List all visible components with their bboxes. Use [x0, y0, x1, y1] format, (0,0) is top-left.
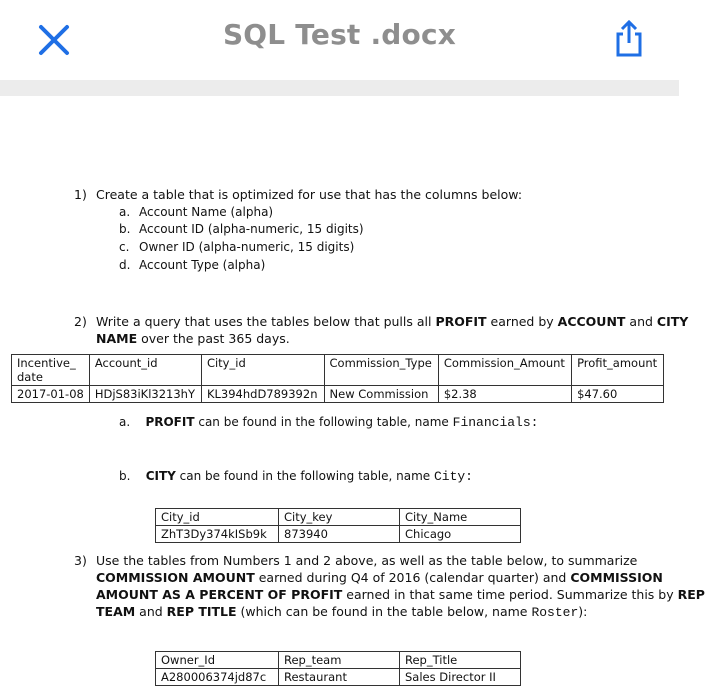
q1-item-text: Account Name (alpha): [139, 205, 274, 219]
q2-text: over the past 365 days.: [137, 331, 290, 346]
table-name-code: Roster: [531, 605, 579, 620]
q3-line-1: Use the tables from Numbers 1 and 2 above, as well as the table below, to summarize: [96, 553, 638, 568]
q3-bold: COMMISSION: [570, 570, 663, 585]
q3-number: 3): [74, 553, 87, 568]
q2-number: 2): [74, 314, 87, 329]
table-cell: HDjS83iKl3213hY: [89, 386, 201, 403]
table-cell: New Commission: [324, 386, 438, 403]
q1-text: Create a table that is optimized for use that has the columns below:: [96, 187, 523, 202]
city-table: [155, 508, 521, 543]
table-cell: $2.38: [438, 386, 571, 403]
q2-line-1: [96, 313, 688, 330]
top-bar: [0, 0, 679, 80]
table-row: [156, 669, 521, 686]
table-name-code: Financials:: [452, 415, 539, 430]
q2-sub-b: [119, 469, 473, 484]
table-name-code: City:: [433, 469, 473, 484]
q1-item-marker: d.: [119, 258, 131, 272]
q2-bold-account: ACCOUNT: [557, 314, 626, 329]
q1-item-text: Owner ID (alpha-numeric, 15 digits): [139, 240, 355, 254]
table-row: [156, 526, 521, 543]
table-row: [12, 386, 664, 403]
sub-text: can be found in the following table, name: [175, 469, 434, 483]
table-header-cell: Commission_Type: [324, 355, 438, 386]
q1-number: 1): [74, 187, 87, 202]
q3-text: earned in that same time period. Summarize this by: [342, 587, 678, 602]
q3-bold: REP TITLE: [166, 604, 237, 619]
q2-text: and: [625, 314, 657, 329]
q3-text: (which can be found in the table below, name: [236, 604, 532, 619]
header-text: Incentive_: [17, 356, 76, 370]
q3-line-2: [96, 569, 663, 586]
document-title: SQL Test .docx: [222, 18, 457, 51]
q2-bold-name: NAME: [96, 331, 138, 346]
table-cell: KL394hdD789392n: [201, 386, 324, 403]
table-header-cell: City_id: [201, 355, 324, 386]
sub-bold: PROFIT: [145, 415, 195, 429]
sub-bold: CITY: [145, 469, 176, 483]
roster-table: [155, 651, 521, 686]
table-header-cell: Rep_team: [279, 652, 400, 669]
share-button[interactable]: [611, 18, 647, 58]
q3-bold: TEAM: [96, 604, 136, 619]
table-header-cell: [12, 355, 90, 386]
table-cell: 873940: [279, 526, 400, 543]
q1-item-marker: b.: [119, 222, 131, 236]
q3-line-4: [96, 603, 587, 621]
q1-item-text: Account ID (alpha-numeric, 15 digits): [139, 222, 364, 236]
q2-bold-profit: PROFIT: [435, 314, 487, 329]
document-page: [0, 96, 705, 700]
q2-text: earned by: [486, 314, 558, 329]
q3-text: earned during Q4 of 2016 (calendar quarter) and: [254, 570, 571, 585]
q3-bold: COMMISSION AMOUNT: [96, 570, 255, 585]
table-cell: 2017-01-08: [12, 386, 90, 403]
table-cell: Sales Director II: [400, 669, 521, 686]
sub-text: can be found in the following table, name: [194, 415, 453, 429]
table-header-row: [156, 652, 521, 669]
table-header-cell: Commission_Amount: [438, 355, 571, 386]
header-text: date: [17, 370, 43, 384]
toolbar-divider: [0, 80, 679, 96]
q1-item-text: Account Type (alpha): [139, 258, 266, 272]
table-header-cell: Account_id: [89, 355, 201, 386]
table-cell: Restaurant: [279, 669, 400, 686]
q3-bold: REP: [677, 587, 705, 602]
sub-marker: a.: [119, 415, 131, 429]
q1-item-marker: a.: [119, 205, 131, 219]
table-header-cell: City_id: [156, 509, 279, 526]
q2-sub-a: [119, 415, 538, 430]
table-header-row: [156, 509, 521, 526]
table-cell: ZhT3Dy374kISb9k: [156, 526, 279, 543]
table-header-cell: Rep_Title: [400, 652, 521, 669]
q2-text: Write a query that uses the tables below that pulls all: [96, 314, 436, 329]
table-cell: Chicago: [400, 526, 521, 543]
q3-line-3: [96, 586, 705, 603]
table-header-cell: City_key: [279, 509, 400, 526]
table-header-cell: Profit_amount: [572, 355, 664, 386]
q3-text: ):: [578, 604, 588, 619]
q2-bold-city: CITY: [656, 314, 689, 329]
table-cell: $47.60: [572, 386, 664, 403]
table-header-row: [12, 355, 664, 386]
financials-table: [11, 354, 664, 403]
sub-marker: b.: [119, 469, 131, 483]
q2-line-2: [96, 330, 290, 347]
table-header-cell: City_Name: [400, 509, 521, 526]
q3-bold: AMOUNT AS A PERCENT OF PROFIT: [96, 587, 343, 602]
q1-item-marker: c.: [119, 240, 130, 254]
table-cell: A280006374jd87c: [156, 669, 279, 686]
q3-text: and: [135, 604, 167, 619]
share-icon: [611, 18, 647, 58]
table-header-cell: Owner_Id: [156, 652, 279, 669]
